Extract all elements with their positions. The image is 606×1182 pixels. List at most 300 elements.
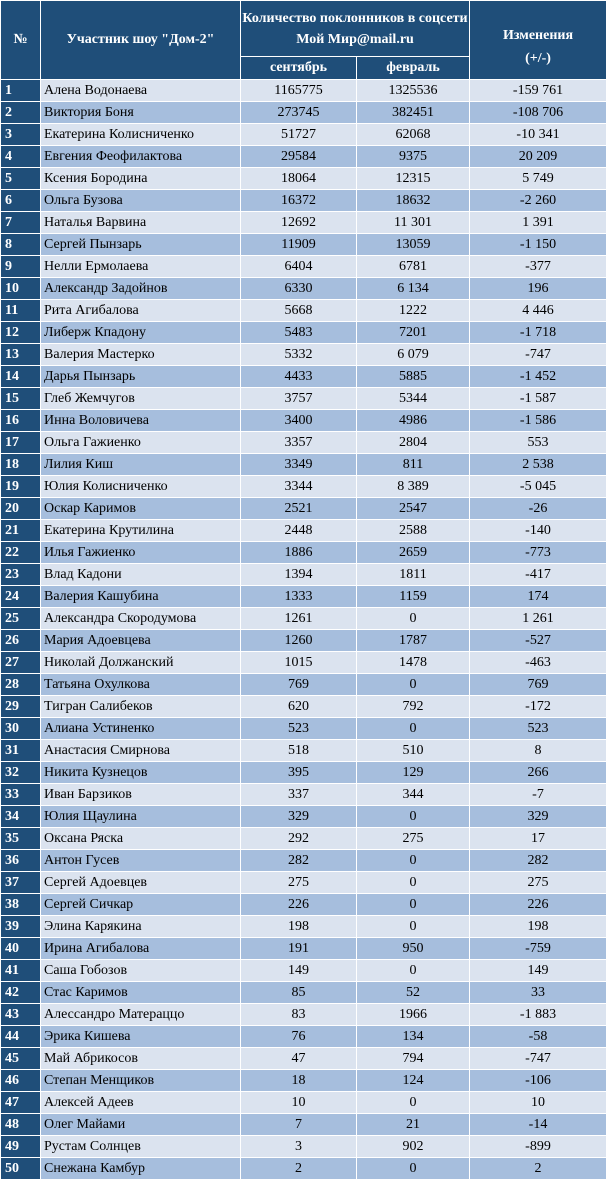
september-count: 6330: [241, 278, 357, 300]
change-value: 5 749: [470, 168, 606, 190]
september-count: 292: [241, 828, 357, 850]
change-value: 266: [470, 762, 606, 784]
change-value: -377: [470, 256, 606, 278]
september-count: 4433: [241, 366, 357, 388]
participant-name: Юлия Щаулина: [41, 806, 241, 828]
change-value: 20 209: [470, 146, 606, 168]
february-count: 1478: [357, 652, 470, 674]
row-number: 7: [1, 212, 41, 234]
change-value: -417: [470, 564, 606, 586]
change-value: -773: [470, 542, 606, 564]
row-number: 47: [1, 1092, 41, 1114]
february-count: 2588: [357, 520, 470, 542]
february-count: 6781: [357, 256, 470, 278]
row-number: 46: [1, 1070, 41, 1092]
row-number: 26: [1, 630, 41, 652]
february-count: 1325536: [357, 80, 470, 102]
february-count: 8 389: [357, 476, 470, 498]
table-row: [1, 894, 606, 916]
september-count: 1333: [241, 586, 357, 608]
september-count: 275: [241, 872, 357, 894]
table-row: [1, 256, 606, 278]
participant-name: Тигран Салибеков: [41, 696, 241, 718]
september-count: 3400: [241, 410, 357, 432]
change-value: 33: [470, 982, 606, 1004]
row-number: 24: [1, 586, 41, 608]
table-row: [1, 1026, 606, 1048]
participant-name: Екатерина Крутилина: [41, 520, 241, 542]
change-value: 329: [470, 806, 606, 828]
change-value: 1 391: [470, 212, 606, 234]
september-count: 395: [241, 762, 357, 784]
participant-name: Олег Майами: [41, 1114, 241, 1136]
participant-name: Элина Карякина: [41, 916, 241, 938]
participant-name: Май Абрикосов: [41, 1048, 241, 1070]
september-count: 1261: [241, 608, 357, 630]
participant-name: Ольга Бузова: [41, 190, 241, 212]
table-row: [1, 190, 606, 212]
table-row: [1, 520, 606, 542]
header-num: №: [1, 1, 41, 80]
change-value: 282: [470, 850, 606, 872]
change-value: -14: [470, 1114, 606, 1136]
change-value: -747: [470, 344, 606, 366]
february-count: 811: [357, 454, 470, 476]
change-value: -1 452: [470, 366, 606, 388]
change-value: 149: [470, 960, 606, 982]
table-row: [1, 234, 606, 256]
september-count: 83: [241, 1004, 357, 1026]
participant-name: Илья Гажиенко: [41, 542, 241, 564]
change-value: -2 260: [470, 190, 606, 212]
table-row: [1, 960, 606, 982]
february-count: 794: [357, 1048, 470, 1070]
february-count: 9375: [357, 146, 470, 168]
table-row: [1, 212, 606, 234]
table-row: [1, 740, 606, 762]
change-value: -463: [470, 652, 606, 674]
row-number: 25: [1, 608, 41, 630]
row-number: 44: [1, 1026, 41, 1048]
september-count: 226: [241, 894, 357, 916]
participant-name: Дарья Пынзарь: [41, 366, 241, 388]
february-count: 0: [357, 1092, 470, 1114]
table-row: [1, 278, 606, 300]
row-number: 22: [1, 542, 41, 564]
row-number: 27: [1, 652, 41, 674]
row-number: 16: [1, 410, 41, 432]
participant-name: Александр Задойнов: [41, 278, 241, 300]
participant-name: Рита Агибалова: [41, 300, 241, 322]
participant-name: Инна Воловичева: [41, 410, 241, 432]
february-count: 4986: [357, 410, 470, 432]
february-count: 0: [357, 718, 470, 740]
table-row: [1, 388, 606, 410]
february-count: 2659: [357, 542, 470, 564]
participant-name: Глеб Жемчугов: [41, 388, 241, 410]
september-count: 149: [241, 960, 357, 982]
september-count: 12692: [241, 212, 357, 234]
change-value: 4 446: [470, 300, 606, 322]
row-number: 50: [1, 1158, 41, 1180]
september-count: 51727: [241, 124, 357, 146]
table-row: [1, 1158, 606, 1180]
participant-name: Нелли Ермолаева: [41, 256, 241, 278]
participant-name: Наталья Варвина: [41, 212, 241, 234]
september-count: 198: [241, 916, 357, 938]
february-count: 0: [357, 806, 470, 828]
change-value: -1 150: [470, 234, 606, 256]
participant-name: Татьяна Охулкова: [41, 674, 241, 696]
table-row: [1, 102, 606, 124]
february-count: 2804: [357, 432, 470, 454]
table-row: [1, 322, 606, 344]
september-count: 2448: [241, 520, 357, 542]
february-count: 1787: [357, 630, 470, 652]
change-value: 1 261: [470, 608, 606, 630]
september-count: 1886: [241, 542, 357, 564]
header-changes-sign: (+/-): [525, 50, 551, 66]
header-changes: [470, 1, 606, 80]
table-row: [1, 1004, 606, 1026]
row-number: 31: [1, 740, 41, 762]
table-body: [1, 80, 606, 1180]
september-count: 3349: [241, 454, 357, 476]
row-number: 39: [1, 916, 41, 938]
table-row: [1, 762, 606, 784]
september-count: 29584: [241, 146, 357, 168]
change-value: -58: [470, 1026, 606, 1048]
september-count: 11909: [241, 234, 357, 256]
row-number: 33: [1, 784, 41, 806]
row-number: 41: [1, 960, 41, 982]
table-row: [1, 476, 606, 498]
change-value: -5 045: [470, 476, 606, 498]
change-value: 769: [470, 674, 606, 696]
row-number: 4: [1, 146, 41, 168]
september-count: 5332: [241, 344, 357, 366]
change-value: -1 587: [470, 388, 606, 410]
participant-name: Алессандро Матераццо: [41, 1004, 241, 1026]
september-count: 16372: [241, 190, 357, 212]
participant-name: Валерия Кашубина: [41, 586, 241, 608]
row-number: 38: [1, 894, 41, 916]
february-count: 6 079: [357, 344, 470, 366]
participant-name: Влад Кадони: [41, 564, 241, 586]
row-number: 12: [1, 322, 41, 344]
september-count: 3757: [241, 388, 357, 410]
row-number: 23: [1, 564, 41, 586]
change-value: -108 706: [470, 102, 606, 124]
september-count: 85: [241, 982, 357, 1004]
september-count: 282: [241, 850, 357, 872]
september-count: 2: [241, 1158, 357, 1180]
participant-name: Алексей Адеев: [41, 1092, 241, 1114]
row-number: 28: [1, 674, 41, 696]
change-value: -527: [470, 630, 606, 652]
participant-name: Сергей Адоевцев: [41, 872, 241, 894]
participant-name: Мария Адоевцева: [41, 630, 241, 652]
header-changes-title: Изменения: [502, 27, 574, 43]
september-count: 10: [241, 1092, 357, 1114]
february-count: 5344: [357, 388, 470, 410]
row-number: 40: [1, 938, 41, 960]
change-value: -172: [470, 696, 606, 718]
participant-name: Либерж Кпадону: [41, 322, 241, 344]
participant-name: Иван Барзиков: [41, 784, 241, 806]
participant-name: Ирина Агибалова: [41, 938, 241, 960]
table-row: [1, 564, 606, 586]
row-number: 8: [1, 234, 41, 256]
table-row: [1, 938, 606, 960]
change-value: 523: [470, 718, 606, 740]
header-fans: Количество поклонников в соцсети Мой Мир@mail.ru: [241, 1, 470, 57]
participant-name: Сергей Сичкар: [41, 894, 241, 916]
row-number: 1: [1, 80, 41, 102]
participant-name: Степан Менщиков: [41, 1070, 241, 1092]
september-count: 6404: [241, 256, 357, 278]
february-count: 12315: [357, 168, 470, 190]
table-row: [1, 432, 606, 454]
february-count: 792: [357, 696, 470, 718]
table-row: [1, 608, 606, 630]
february-count: 1966: [357, 1004, 470, 1026]
row-number: 18: [1, 454, 41, 476]
february-count: 62068: [357, 124, 470, 146]
participant-name: Евгения Феофилактова: [41, 146, 241, 168]
february-count: 275: [357, 828, 470, 850]
row-number: 6: [1, 190, 41, 212]
september-count: 76: [241, 1026, 357, 1048]
participant-name: Саша Гобозов: [41, 960, 241, 982]
table-row: [1, 982, 606, 1004]
change-value: 275: [470, 872, 606, 894]
participant-name: Алена Водонаева: [41, 80, 241, 102]
february-count: 6 134: [357, 278, 470, 300]
september-count: 273745: [241, 102, 357, 124]
row-number: 37: [1, 872, 41, 894]
change-value: 10: [470, 1092, 606, 1114]
change-value: 8: [470, 740, 606, 762]
participant-name: Оксана Ряска: [41, 828, 241, 850]
row-number: 49: [1, 1136, 41, 1158]
row-number: 48: [1, 1114, 41, 1136]
table-row: [1, 410, 606, 432]
table-row: [1, 344, 606, 366]
row-number: 15: [1, 388, 41, 410]
february-count: 21: [357, 1114, 470, 1136]
change-value: 2 538: [470, 454, 606, 476]
row-number: 13: [1, 344, 41, 366]
participant-name: Николай Должанский: [41, 652, 241, 674]
september-count: 18: [241, 1070, 357, 1092]
participant-name: Сергей Пынзарь: [41, 234, 241, 256]
september-count: 769: [241, 674, 357, 696]
participant-name: Рустам Солнцев: [41, 1136, 241, 1158]
table-row: [1, 784, 606, 806]
row-number: 45: [1, 1048, 41, 1070]
table-row: [1, 1070, 606, 1092]
table-row: [1, 828, 606, 850]
row-number: 17: [1, 432, 41, 454]
table-row: [1, 498, 606, 520]
february-count: 0: [357, 850, 470, 872]
table-row: [1, 586, 606, 608]
participant-name: Валерия Мастерко: [41, 344, 241, 366]
row-number: 20: [1, 498, 41, 520]
february-count: 5885: [357, 366, 470, 388]
february-count: 11 301: [357, 212, 470, 234]
table-row: [1, 168, 606, 190]
table-row: [1, 674, 606, 696]
september-count: 191: [241, 938, 357, 960]
change-value: -10 341: [470, 124, 606, 146]
february-count: 510: [357, 740, 470, 762]
change-value: 174: [470, 586, 606, 608]
table-row: [1, 542, 606, 564]
february-count: 1159: [357, 586, 470, 608]
participant-name: Алиана Устиненко: [41, 718, 241, 740]
table-row: [1, 718, 606, 740]
table-row: [1, 630, 606, 652]
row-number: 19: [1, 476, 41, 498]
header-september: сентябрь: [241, 57, 357, 80]
february-count: 382451: [357, 102, 470, 124]
february-count: 0: [357, 916, 470, 938]
table-header: [1, 1, 606, 80]
table-row: [1, 454, 606, 476]
change-value: -899: [470, 1136, 606, 1158]
row-number: 14: [1, 366, 41, 388]
september-count: 2521: [241, 498, 357, 520]
september-count: 5483: [241, 322, 357, 344]
september-count: 329: [241, 806, 357, 828]
participant-name: Ольга Гажиенко: [41, 432, 241, 454]
row-number: 43: [1, 1004, 41, 1026]
change-value: -1 586: [470, 410, 606, 432]
february-count: 0: [357, 872, 470, 894]
february-count: 0: [357, 1158, 470, 1180]
row-number: 9: [1, 256, 41, 278]
table-row: [1, 806, 606, 828]
participant-name: Оскар Каримов: [41, 498, 241, 520]
september-count: 3344: [241, 476, 357, 498]
change-value: 17: [470, 828, 606, 850]
row-number: 2: [1, 102, 41, 124]
september-count: 47: [241, 1048, 357, 1070]
header-participant: Участник шоу "Дом-2": [41, 1, 241, 80]
change-value: -1 718: [470, 322, 606, 344]
row-number: 36: [1, 850, 41, 872]
change-value: 196: [470, 278, 606, 300]
participant-name: Эрика Кишева: [41, 1026, 241, 1048]
change-value: -159 761: [470, 80, 606, 102]
row-number: 3: [1, 124, 41, 146]
table-row: [1, 1114, 606, 1136]
table-row: [1, 652, 606, 674]
september-count: 337: [241, 784, 357, 806]
february-count: 0: [357, 894, 470, 916]
february-count: 950: [357, 938, 470, 960]
february-count: 0: [357, 960, 470, 982]
change-value: -140: [470, 520, 606, 542]
february-count: 1222: [357, 300, 470, 322]
september-count: 5668: [241, 300, 357, 322]
september-count: 1015: [241, 652, 357, 674]
september-count: 518: [241, 740, 357, 762]
february-count: 2547: [357, 498, 470, 520]
september-count: 3357: [241, 432, 357, 454]
february-count: 344: [357, 784, 470, 806]
table-row: [1, 124, 606, 146]
february-count: 0: [357, 674, 470, 696]
february-count: 7201: [357, 322, 470, 344]
september-count: 523: [241, 718, 357, 740]
row-number: 42: [1, 982, 41, 1004]
participant-name: Виктория Боня: [41, 102, 241, 124]
participant-name: Екатерина Колисниченко: [41, 124, 241, 146]
row-number: 5: [1, 168, 41, 190]
february-count: 0: [357, 608, 470, 630]
september-count: 3: [241, 1136, 357, 1158]
february-count: 134: [357, 1026, 470, 1048]
february-count: 124: [357, 1070, 470, 1092]
change-value: -759: [470, 938, 606, 960]
september-count: 18064: [241, 168, 357, 190]
participant-name: Ксения Бородина: [41, 168, 241, 190]
february-count: 129: [357, 762, 470, 784]
row-number: 35: [1, 828, 41, 850]
participant-name: Стас Каримов: [41, 982, 241, 1004]
change-value: -1 883: [470, 1004, 606, 1026]
participant-name: Антон Гусев: [41, 850, 241, 872]
change-value: 2: [470, 1158, 606, 1180]
table-row: [1, 366, 606, 388]
change-value: -106: [470, 1070, 606, 1092]
row-number: 34: [1, 806, 41, 828]
september-count: 1394: [241, 564, 357, 586]
participant-name: Снежана Камбур: [41, 1158, 241, 1180]
participant-name: Анастасия Смирнова: [41, 740, 241, 762]
change-value: -747: [470, 1048, 606, 1070]
september-count: 1260: [241, 630, 357, 652]
table-row: [1, 300, 606, 322]
table-row: [1, 1048, 606, 1070]
february-count: 52: [357, 982, 470, 1004]
row-number: 32: [1, 762, 41, 784]
participant-name: Никита Кузнецов: [41, 762, 241, 784]
february-count: 902: [357, 1136, 470, 1158]
february-count: 18632: [357, 190, 470, 212]
row-number: 11: [1, 300, 41, 322]
table-row: [1, 146, 606, 168]
table-row: [1, 850, 606, 872]
september-count: 1165775: [241, 80, 357, 102]
row-number: 21: [1, 520, 41, 542]
row-number: 29: [1, 696, 41, 718]
change-value: 553: [470, 432, 606, 454]
table-row: [1, 1092, 606, 1114]
table-row: [1, 1136, 606, 1158]
header-february: февраль: [357, 57, 470, 80]
row-number: 30: [1, 718, 41, 740]
row-number: 10: [1, 278, 41, 300]
participant-name: Александра Скородумова: [41, 608, 241, 630]
september-count: 620: [241, 696, 357, 718]
participant-name: Юлия Колисниченко: [41, 476, 241, 498]
change-value: 198: [470, 916, 606, 938]
february-count: 13059: [357, 234, 470, 256]
